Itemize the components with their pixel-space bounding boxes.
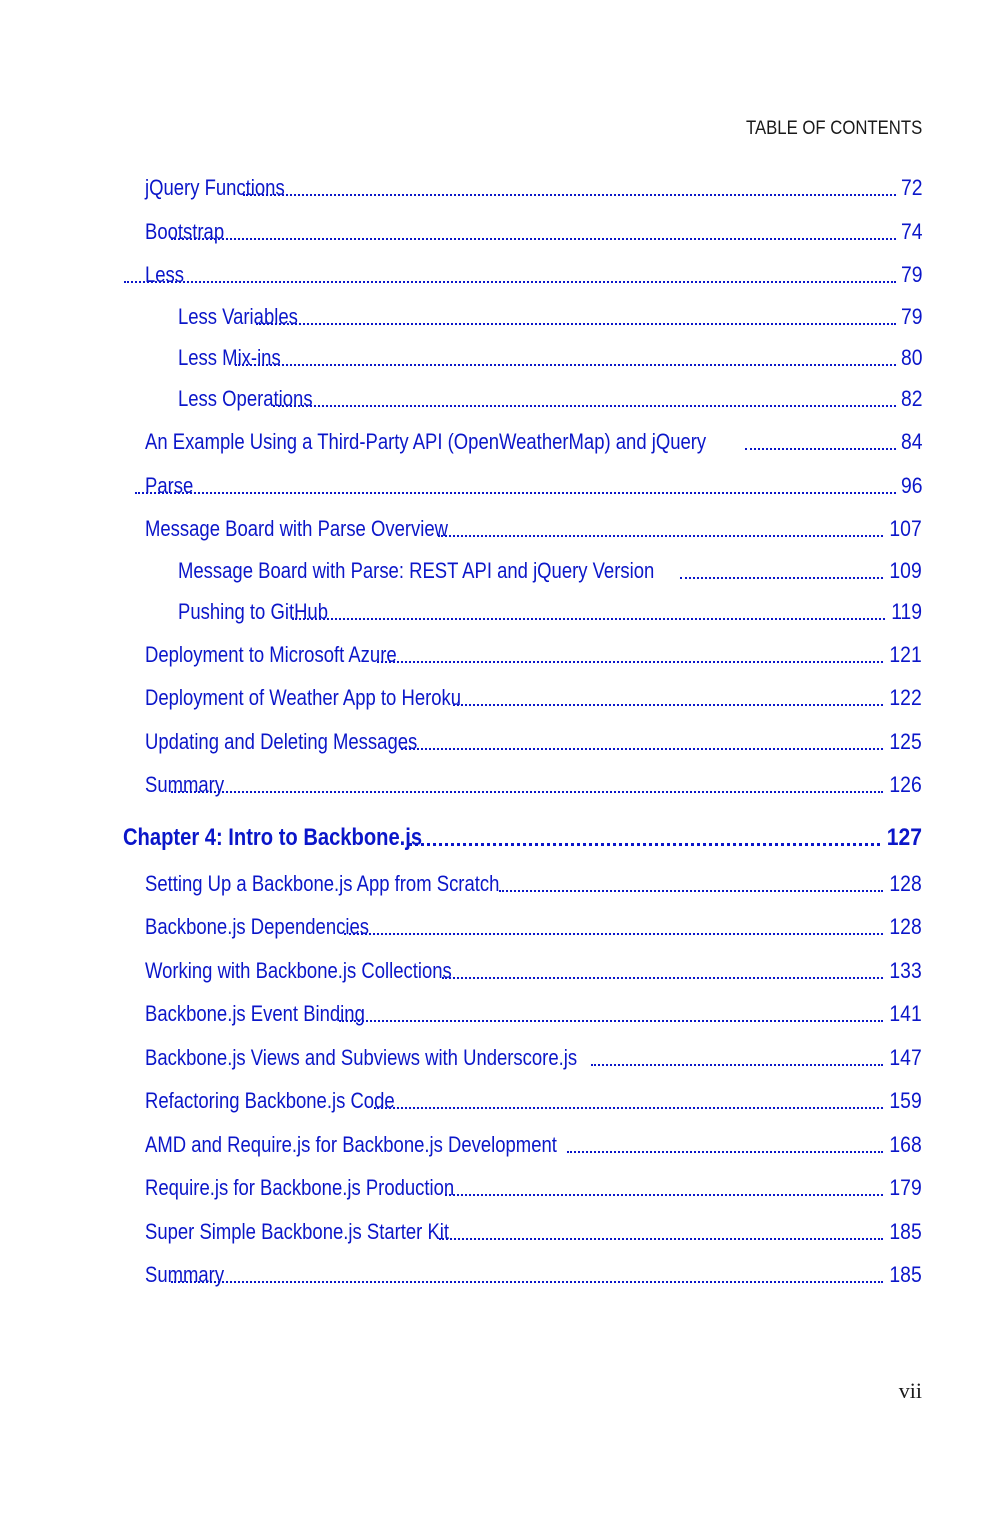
dot-leader	[499, 889, 883, 892]
dot-leader	[171, 790, 883, 793]
toc-entry-link[interactable]	[145, 641, 922, 669]
toc-entry-title: jQuery Functions	[145, 175, 285, 200]
toc-entry-page-number: 147	[889, 1045, 922, 1070]
dot-leader	[680, 576, 883, 579]
toc-entry-page-number: 127	[886, 824, 922, 851]
toc-entry-title: Deployment of Weather App to Heroku	[145, 685, 462, 710]
dot-leader	[442, 976, 883, 979]
toc-entry-title: Backbone.js Dependencies	[145, 914, 369, 939]
running-header: TABLE OF CONTENTS	[745, 118, 922, 139]
toc-entry-link[interactable]	[178, 303, 922, 331]
dot-leader	[453, 703, 883, 706]
dot-leader	[171, 237, 895, 240]
toc-entry-page-number: 72	[900, 175, 922, 200]
page-number: vii	[898, 1378, 922, 1403]
toc-entry-page-number: 185	[889, 1219, 922, 1244]
toc-entry-link[interactable]	[145, 1131, 922, 1159]
toc-entry-title: Pushing to GitHub	[178, 599, 328, 624]
toc-entry-link[interactable]	[145, 728, 922, 756]
toc-entry-page-number: 122	[889, 685, 922, 710]
toc-entry-link[interactable]	[178, 557, 922, 585]
toc-entry-page-number: 133	[889, 958, 922, 983]
toc-entry-page-number: 84	[900, 429, 922, 454]
toc-entry-title: Refactoring Backbone.js Code	[145, 1088, 395, 1113]
dot-leader	[171, 1280, 883, 1283]
toc-entry-link[interactable]	[145, 771, 922, 799]
dot-leader	[124, 280, 896, 283]
toc-entry-page-number: 185	[889, 1262, 922, 1287]
toc-entry-link[interactable]	[178, 598, 922, 626]
dot-leader	[135, 491, 896, 494]
toc-entry-title: Summary	[145, 772, 225, 797]
dot-leader	[438, 534, 884, 537]
dot-leader	[567, 1150, 883, 1153]
toc-entry-page-number: 109	[889, 558, 922, 583]
toc-entry-title: Less Mix-ins	[178, 345, 281, 370]
toc-entry-page-number: 107	[889, 516, 922, 541]
toc-entry-link[interactable]	[145, 472, 922, 500]
toc-entry-link[interactable]	[145, 1174, 922, 1202]
toc-entry-page-number: 80	[900, 345, 922, 370]
toc-entry-page-number: 126	[889, 772, 922, 797]
dot-leader	[344, 932, 884, 935]
toc-entry-link[interactable]	[145, 515, 922, 543]
toc-entry-title: Message Board with Parse: REST API and jQuery Version	[178, 558, 655, 583]
toc-entry-link[interactable]	[145, 1218, 922, 1246]
dot-leader	[339, 1019, 883, 1022]
toc-entry-title: Bootstrap	[145, 219, 225, 244]
toc-entry-page-number: 121	[889, 642, 922, 667]
toc-entry-page-number: 79	[900, 304, 922, 329]
dot-leader	[243, 193, 895, 196]
toc-entry-title: Working with Backbone.js Collections	[145, 958, 452, 983]
toc-entry-link[interactable]	[178, 385, 922, 413]
toc-entry-link[interactable]	[145, 428, 922, 456]
toc-entry-page-number: 159	[889, 1088, 922, 1113]
toc-entry-link[interactable]	[145, 261, 922, 289]
toc-entry-link[interactable]	[145, 1044, 922, 1072]
toc-entry-title: Setting Up a Backbone.js App from Scratch	[145, 871, 500, 896]
dot-leader	[377, 660, 884, 663]
toc-entry-page-number: 82	[900, 386, 922, 411]
toc-entry-link[interactable]	[145, 870, 922, 898]
toc-entry-page-number: 74	[900, 219, 922, 244]
toc-entry-page-number: 119	[891, 599, 922, 624]
toc-entry-link[interactable]	[145, 957, 922, 985]
toc-entry-title: Deployment to Microsoft Azure	[145, 642, 397, 667]
dot-leader	[235, 363, 895, 366]
dot-leader	[256, 322, 896, 325]
toc-chapter-link[interactable]	[123, 824, 922, 852]
toc-entry-page-number: 125	[889, 729, 922, 754]
toc-entry-page-number: 79	[900, 262, 922, 287]
toc-entry-title: Super Simple Backbone.js Starter Kit	[145, 1219, 450, 1244]
toc-entry-page-number: 141	[889, 1001, 922, 1026]
dot-leader	[401, 747, 883, 750]
toc-entry-link[interactable]	[145, 174, 922, 202]
toc-entry-link[interactable]	[145, 1261, 922, 1289]
toc-entry-link[interactable]	[145, 218, 922, 246]
dot-leader	[439, 1237, 883, 1240]
toc-entry-page-number: 96	[900, 473, 922, 498]
toc-entry-title: Less	[145, 262, 185, 287]
toc-entry-title: Summary	[145, 1262, 225, 1287]
dot-leader	[745, 447, 895, 450]
toc-entry-title: Parse	[145, 473, 194, 498]
toc-entry-title: Updating and Deleting Messages	[145, 729, 418, 754]
toc-entry-page-number: 168	[889, 1132, 922, 1157]
dot-leader	[591, 1063, 883, 1066]
toc-entry-link[interactable]	[178, 344, 922, 372]
toc-entry-title: Require.js for Backbone.js Production	[145, 1175, 455, 1200]
toc-entry-link[interactable]	[145, 1087, 922, 1115]
toc-entry-page-number: 179	[889, 1175, 922, 1200]
toc-entry-title: An Example Using a Third-Party API (OpenWeatherMap) and jQuery	[145, 429, 707, 454]
toc-entry-link[interactable]	[145, 913, 922, 941]
toc-entry-page-number: 128	[889, 914, 922, 939]
toc-entry-title: Less Operations	[178, 386, 313, 411]
dot-leader	[409, 842, 880, 846]
toc-entry-title: AMD and Require.js for Backbone.js Development	[145, 1132, 557, 1157]
dot-leader	[374, 1106, 883, 1109]
dot-leader	[445, 1193, 883, 1196]
toc-entry-link[interactable]	[145, 684, 922, 712]
toc-entry-title: Chapter 4: Intro to Backbone.js	[123, 824, 423, 851]
dot-leader	[273, 404, 895, 407]
dot-leader	[292, 617, 885, 620]
toc-entry-title: Backbone.js Views and Subviews with Underscore.js	[145, 1045, 578, 1070]
toc-entry-page-number: 128	[889, 871, 922, 896]
toc-entry-link[interactable]	[145, 1000, 922, 1028]
toc-entry-title: Message Board with Parse Overview	[145, 516, 448, 541]
toc-entry-title: Less Variables	[178, 304, 298, 329]
toc-entry-title: Backbone.js Event Binding	[145, 1001, 365, 1026]
